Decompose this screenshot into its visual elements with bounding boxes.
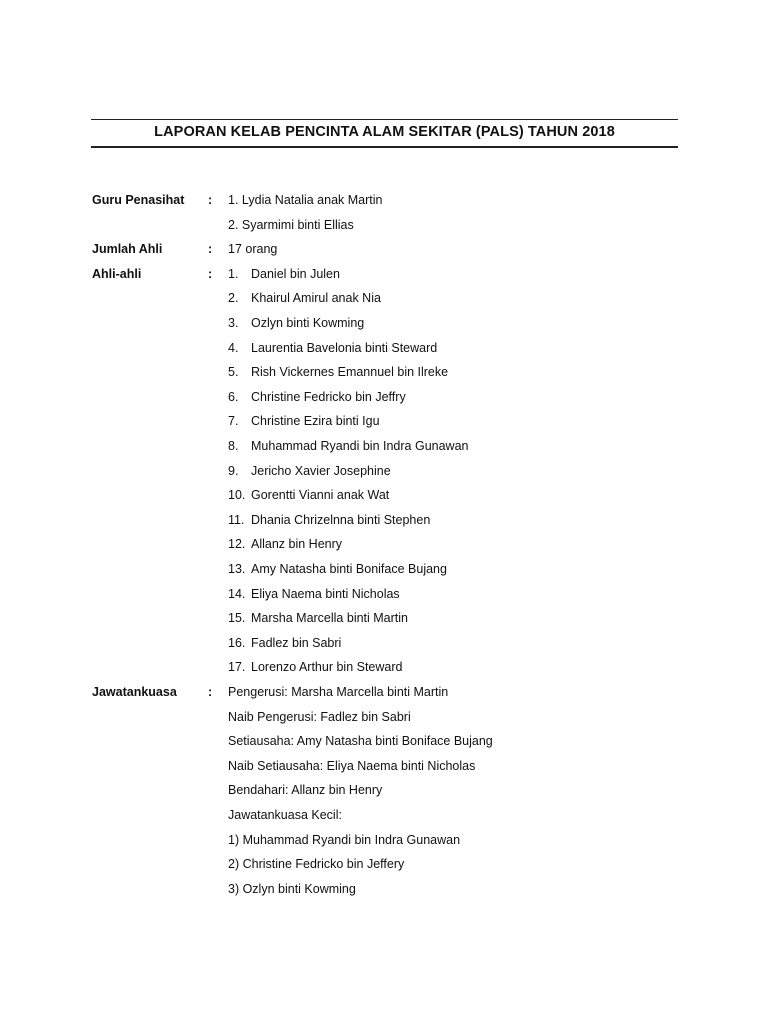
member-number: 3. [228,316,239,330]
member-name: Christine Fedricko bin Jeffry [251,389,406,404]
jumlah-label: Jumlah Ahli [92,242,163,257]
guru-item: 1. Lydia Natalia anak Martin [228,193,383,207]
committee-row [0,707,768,727]
member-name: Allanz bin Henry [251,537,343,552]
committee-row [0,731,768,751]
report-title: LAPORAN KELAB PENCINTA ALAM SEKITAR (PALS) TAHUN 2018 [154,124,615,140]
member-name: Ozlyn binti Kowming [251,316,365,330]
member-name: Jericho Xavier Josephine [251,463,391,478]
jawatankuasa-label: Jawatankuasa [92,685,177,699]
member-number: 16. [228,635,246,650]
member-number: 10. [228,488,246,503]
member-row [0,288,768,308]
member-name: Laurentia Bavelonia binti Steward [251,340,438,355]
member-number: 12. [228,537,246,552]
committee-item: Pengerusi: Marsha Marcella binti Martin [228,685,449,699]
member-number: 11. [228,512,245,527]
jawatankuasa-colon: : [208,685,213,699]
committee-row [0,780,768,800]
member-row [0,338,768,358]
guru-row [0,190,768,210]
member-row [0,411,768,431]
title-bottom-rule [91,146,678,148]
committee-item: 2) Christine Fedricko bin Jeffery [228,857,405,872]
committee-row [0,756,768,776]
member-name: Amy Natasha binti Boniface Bujang [251,562,447,576]
committee-row [0,854,768,874]
member-name: Marsha Marcella binti Martin [251,611,408,626]
member-row [0,485,768,505]
member-number: 9. [228,463,239,478]
ahli-colon: : [208,266,213,281]
member-number: 1. [228,266,239,281]
member-number: 5. [228,365,239,380]
jumlah-value: 17 orang [228,242,278,257]
member-row [0,436,768,456]
member-row [0,657,768,677]
committee-row [0,682,768,702]
member-name: Daniel bin Julen [251,266,340,281]
member-row [0,633,768,653]
member-row [0,461,768,481]
jumlah-colon: : [208,242,213,257]
member-number: 4. [228,340,239,355]
member-row [0,534,768,554]
guru-label: Guru Penasihat [92,193,185,207]
member-name: Fadlez bin Sabri [251,635,342,650]
member-name: Gorentti Vianni anak Wat [251,488,390,503]
member-name: Rish Vickernes Emannuel bin Ilreke [251,365,449,380]
member-row [0,313,768,333]
member-number: 7. [228,414,239,429]
committee-item: Setiausaha: Amy Natasha binti Boniface Bujang [228,734,493,749]
member-number: 14. [228,586,246,601]
committee-row [0,879,768,899]
member-row [0,362,768,382]
guru-row [0,215,768,235]
committee-item: Naib Pengerusi: Fadlez bin Sabri [228,709,411,724]
member-number: 8. [228,439,239,453]
committee-item: 1) Muhammad Ryandi bin Indra Gunawan [228,832,461,847]
member-name: Muhammad Ryandi bin Indra Gunawan [251,439,469,453]
member-row [0,559,768,579]
member-number: 13. [228,562,246,576]
member-row [0,584,768,604]
member-name: Eliya Naema binti Nicholas [251,586,400,601]
committee-item: Bendahari: Allanz bin Henry [228,783,383,798]
member-row [0,387,768,407]
guru-colon: : [208,193,213,207]
committee-item: Naib Setiausaha: Eliya Naema binti Nicholas [228,758,476,773]
member-row [0,510,768,530]
guru-item: 2. Syarmimi binti Ellias [228,217,354,232]
member-number: 17. [228,660,246,675]
member-name: Dhania Chrizelnna binti Stephen [251,512,431,527]
member-name: Khairul Amirul anak Nia [251,291,381,306]
member-row [0,264,768,284]
member-number: 15. [228,611,246,626]
member-number: 6. [228,389,239,404]
ahli-label: Ahli-ahli [92,266,142,281]
member-name: Lorenzo Arthur bin Steward [251,660,403,675]
member-name: Christine Ezira binti Igu [251,414,380,429]
committee-item: Jawatankuasa Kecil: [228,808,342,822]
member-row [0,608,768,628]
title-top-rule [91,119,678,120]
committee-item: 3) Ozlyn binti Kowming [228,881,356,896]
jumlah-row [0,239,768,259]
member-number: 2. [228,291,239,306]
committee-row [0,805,768,825]
committee-row [0,830,768,850]
